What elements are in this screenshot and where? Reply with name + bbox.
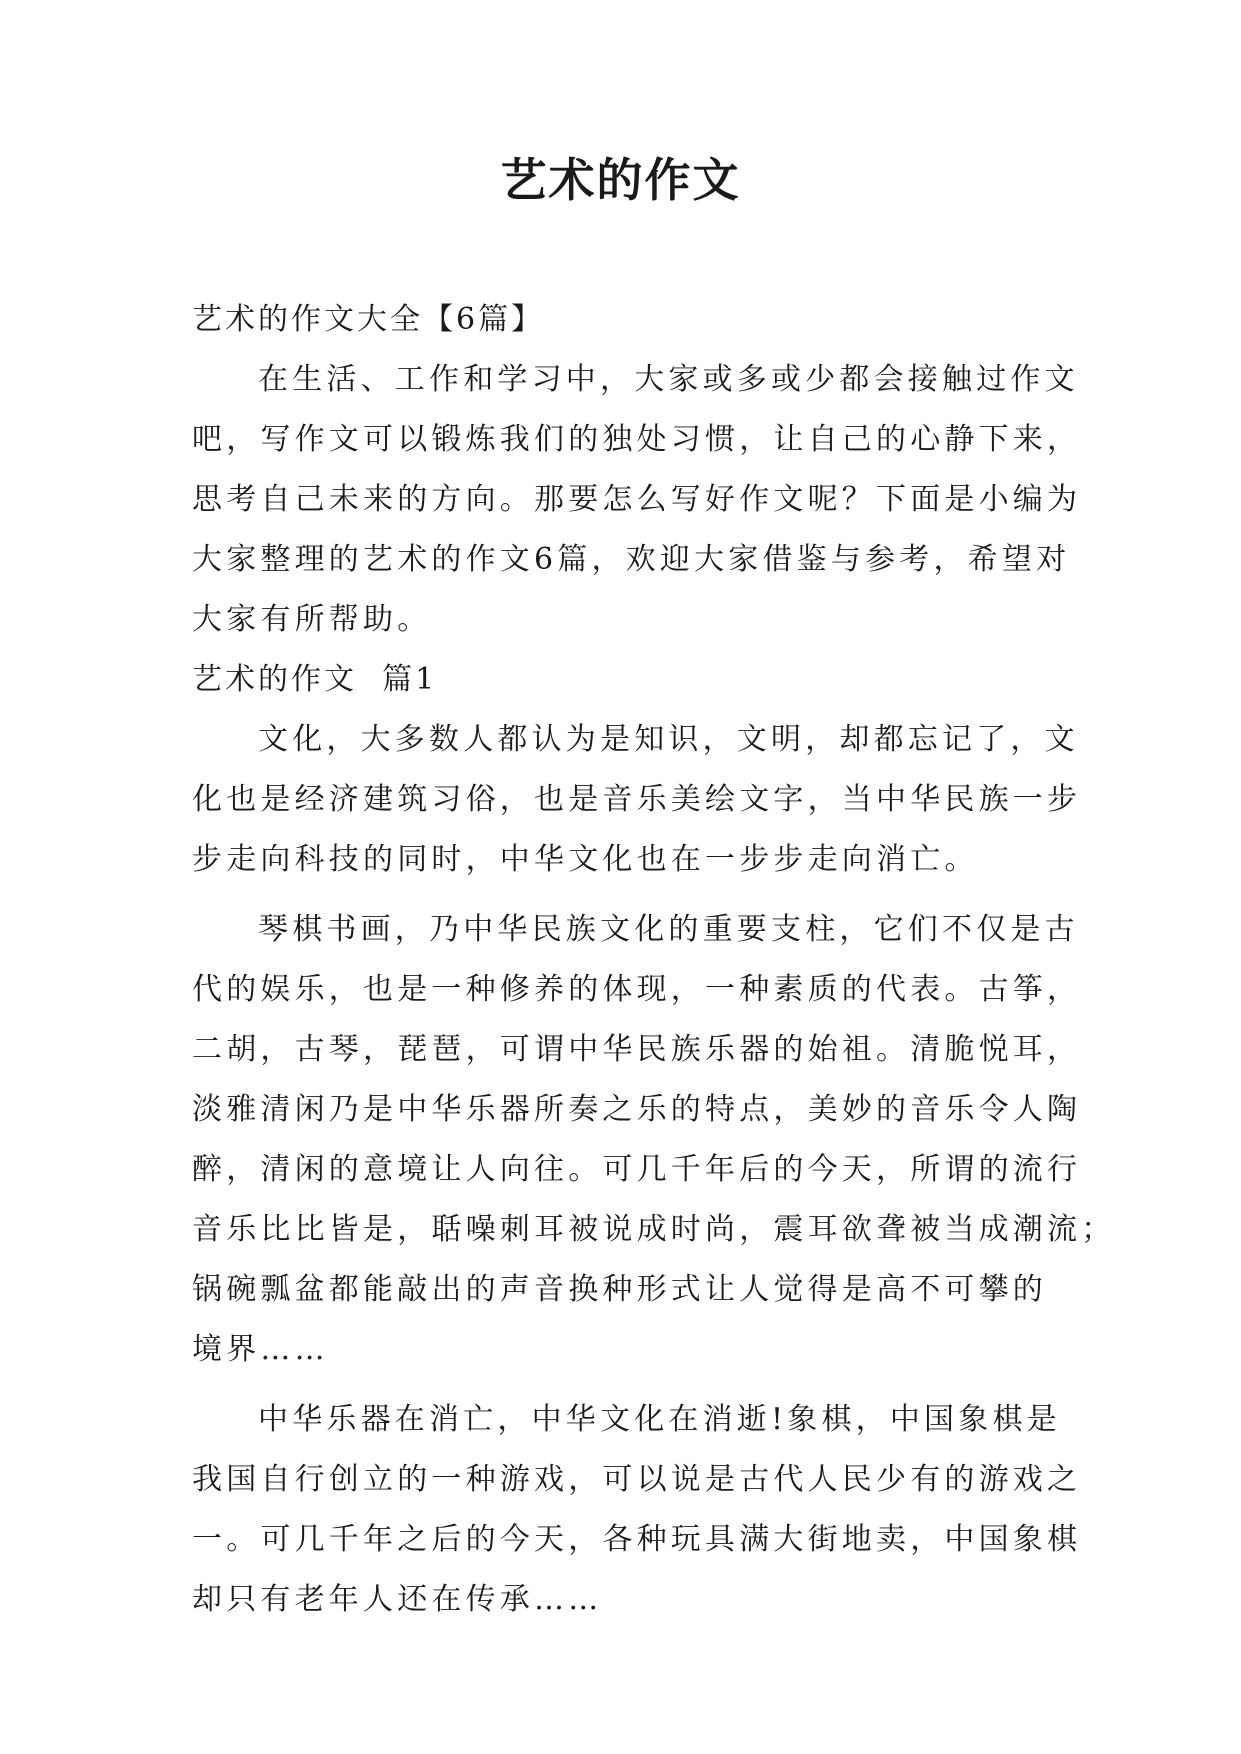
paragraph-line: 二胡，古琴，琵琶，可谓中华民族乐器的始祖。清脆悦耳， xyxy=(192,1032,1082,1067)
document-body xyxy=(192,290,1116,1630)
paragraph-line: 步走向科技的同时，中华文化也在一步步走向消亡。 xyxy=(192,842,979,877)
paragraph-line: 却只有老年人还在传承…… xyxy=(192,1582,603,1617)
section-heading: 艺术的作文 篇1 xyxy=(192,662,438,697)
paragraph-line: 醉，清闲的意境让人向往。可几千年后的今天，所谓的流行 xyxy=(192,1152,1082,1187)
paragraph-line: 锅碗瓢盆都能敲出的声音换种形式让人觉得是高不可攀的 xyxy=(192,1272,1047,1307)
intro-line: 思考自己未来的方向。那要怎么写好作文呢？下面是小编为 xyxy=(192,482,1082,517)
paragraph-line: 琴棋书画，乃中华民族文化的重要支柱，它们不仅是古 xyxy=(258,912,1079,947)
paragraph-line: 化也是经济建筑习俗，也是音乐美绘文字，当中华民族一步 xyxy=(192,782,1082,817)
paragraph-line: 文化，大多数人都认为是知识，文明，却都忘记了，文 xyxy=(258,722,1079,757)
paragraph-chess xyxy=(192,1390,1082,1630)
paragraph-line: 我国自行创立的一种游戏，可以说是古代人民少有的游戏之 xyxy=(192,1462,1082,1497)
paragraph-music xyxy=(192,900,1116,1380)
paragraph-line: 音乐比比皆是，聒噪刺耳被说成时尚，震耳欲聋被当成潮流； xyxy=(192,1212,1116,1247)
paragraph-line: 境界…… xyxy=(192,1332,329,1367)
collection-subtitle: 艺术的作文大全【6篇】 xyxy=(192,302,545,337)
intro-line: 在生活、工作和学习中，大家或多或少都会接触过作文 xyxy=(258,362,1079,397)
paragraph-line: 一。可几千年之后的今天，各种玩具满大街地卖，中国象棋 xyxy=(192,1522,1082,1557)
intro-line: 吧，写作文可以锻炼我们的独处习惯，让自己的心静下来， xyxy=(192,422,1082,457)
paragraph-line: 中华乐器在消亡，中华文化在消逝!象棋，中国象棋是 xyxy=(258,1402,1061,1437)
intro-paragraph xyxy=(192,350,1082,650)
document-title: 艺术的作文 xyxy=(500,153,741,207)
paragraph-line: 淡雅清闲乃是中华乐器所奏之乐的特点，美妙的音乐令人陶 xyxy=(192,1092,1082,1127)
intro-line: 大家有所帮助。 xyxy=(192,602,432,637)
paragraph-line: 代的娱乐，也是一种修养的体现，一种素质的代表。古筝， xyxy=(192,972,1082,1007)
intro-line: 大家整理的艺术的作文6篇，欢迎大家借鉴与参考，希望对 xyxy=(192,542,1071,577)
paragraph-culture xyxy=(192,710,1082,890)
